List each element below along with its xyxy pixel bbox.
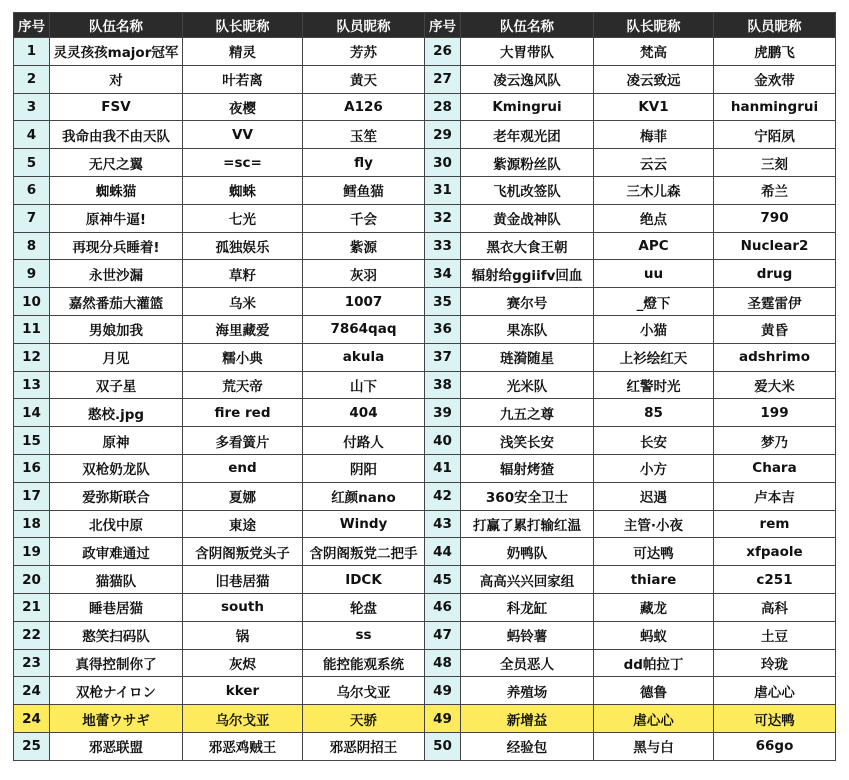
team-number-cell: 8 — [14, 232, 50, 260]
header-row — [14, 13, 836, 38]
team-name-cell: 浅笑长安 — [461, 427, 594, 455]
team-number-cell: 38 — [425, 371, 461, 399]
team-number-cell: 14 — [14, 399, 50, 427]
team-name-cell: 再现分兵睡着! — [50, 232, 183, 260]
member-nickname-cell: 虐心心 — [714, 677, 836, 705]
team-name-cell: 政审难通过 — [50, 538, 183, 566]
team-number-cell: 32 — [425, 204, 461, 232]
member-nickname-cell: akula — [303, 343, 425, 371]
team-number-cell: 48 — [425, 649, 461, 677]
team-number-cell: 45 — [425, 566, 461, 594]
captain-nickname-cell: end — [183, 454, 303, 482]
captain-nickname-cell: VV — [183, 121, 303, 149]
member-nickname-cell: 404 — [303, 399, 425, 427]
team-name-cell: 男娘加我 — [50, 315, 183, 343]
captain-nickname-cell: KV1 — [594, 93, 714, 121]
captain-nickname-cell: 锅 — [183, 621, 303, 649]
member-nickname-cell: 邪恶阴招王 — [303, 732, 425, 760]
captain-nickname-cell: 叶若离 — [183, 65, 303, 93]
table-row — [14, 149, 836, 177]
member-nickname-cell: IDCK — [303, 566, 425, 594]
table-row — [14, 65, 836, 93]
table-row — [14, 454, 836, 482]
team-name-cell: 蚂铃薯 — [461, 621, 594, 649]
captain-nickname-cell: 糯小典 — [183, 343, 303, 371]
team-name-cell: 黑衣大食王朝 — [461, 232, 594, 260]
team-number-cell: 47 — [425, 621, 461, 649]
team-number-cell: 49 — [425, 677, 461, 705]
member-nickname-cell: 虎鹏飞 — [714, 38, 836, 66]
table-row-highlighted — [14, 705, 836, 733]
team-number-cell: 46 — [425, 593, 461, 621]
table-row — [14, 371, 836, 399]
team-number-cell: 40 — [425, 427, 461, 455]
table-row — [14, 482, 836, 510]
captain-nickname-cell: 海里藏爱 — [183, 315, 303, 343]
team-number-cell: 36 — [425, 315, 461, 343]
member-nickname-cell: 鳕鱼猫 — [303, 176, 425, 204]
header-number: 序号 — [14, 13, 50, 38]
team-name-cell: 月见 — [50, 343, 183, 371]
table-row — [14, 677, 836, 705]
member-nickname-cell: 三刻 — [714, 149, 836, 177]
member-nickname-cell: 梦乃 — [714, 427, 836, 455]
team-name-cell: 猫猫队 — [50, 566, 183, 594]
member-nickname-cell: 玲珑 — [714, 649, 836, 677]
team-number-cell: 49 — [425, 705, 461, 733]
team-name-cell: 养殖场 — [461, 677, 594, 705]
member-nickname-cell: 土豆 — [714, 621, 836, 649]
table-row — [14, 399, 836, 427]
captain-nickname-cell: 梅菲 — [594, 121, 714, 149]
captain-nickname-cell: 草籽 — [183, 260, 303, 288]
team-number-cell: 1 — [14, 38, 50, 66]
member-nickname-cell: fly — [303, 149, 425, 177]
team-number-cell: 43 — [425, 510, 461, 538]
table-row — [14, 343, 836, 371]
member-nickname-cell: 黄昏 — [714, 315, 836, 343]
team-number-cell: 25 — [14, 732, 50, 760]
team-name-cell: 憨笑扫码队 — [50, 621, 183, 649]
member-nickname-cell: adshrimo — [714, 343, 836, 371]
member-nickname-cell: 轮盘 — [303, 593, 425, 621]
team-name-cell: Kmingrui — [461, 93, 594, 121]
captain-nickname-cell: 梵高 — [594, 38, 714, 66]
table-row — [14, 649, 836, 677]
member-nickname-cell: 山下 — [303, 371, 425, 399]
member-nickname-cell: drug — [714, 260, 836, 288]
captain-nickname-cell: 绝点 — [594, 204, 714, 232]
team-number-cell: 29 — [425, 121, 461, 149]
captain-nickname-cell: 云云 — [594, 149, 714, 177]
captain-nickname-cell: 精灵 — [183, 38, 303, 66]
team-name-cell: 经验包 — [461, 732, 594, 760]
captain-nickname-cell: 旧巷居猫 — [183, 566, 303, 594]
member-nickname-cell: 希兰 — [714, 176, 836, 204]
header-team-name: 队伍名称 — [461, 13, 594, 38]
team-number-cell: 34 — [425, 260, 461, 288]
team-number-cell: 3 — [14, 93, 50, 121]
team-number-cell: 12 — [14, 343, 50, 371]
team-name-cell: 科龙缸 — [461, 593, 594, 621]
team-name-cell: 双枪奶龙队 — [50, 454, 183, 482]
team-name-cell: 奶鸭队 — [461, 538, 594, 566]
member-nickname-cell: 圣霆雷伊 — [714, 288, 836, 316]
team-number-cell: 10 — [14, 288, 50, 316]
member-nickname-cell: 卢本吉 — [714, 482, 836, 510]
team-name-cell: 360安全卫士 — [461, 482, 594, 510]
team-number-cell: 44 — [425, 538, 461, 566]
table-row — [14, 204, 836, 232]
captain-nickname-cell: 可达鸭 — [594, 538, 714, 566]
team-name-cell: 嘉然番茄大灌篮 — [50, 288, 183, 316]
captain-nickname-cell: 小猫 — [594, 315, 714, 343]
team-name-cell: 双子星 — [50, 371, 183, 399]
team-name-cell: 九五之尊 — [461, 399, 594, 427]
header-captain-nickname: 队长昵称 — [594, 13, 714, 38]
captain-nickname-cell: 主管·小夜 — [594, 510, 714, 538]
member-nickname-cell: 1007 — [303, 288, 425, 316]
table-row — [14, 732, 836, 760]
team-number-cell: 17 — [14, 482, 50, 510]
team-name-cell: 打赢了累打输红温 — [461, 510, 594, 538]
member-nickname-cell: 高科 — [714, 593, 836, 621]
captain-nickname-cell: 灰烬 — [183, 649, 303, 677]
team-name-cell: 老年观光团 — [461, 121, 594, 149]
team-name-cell: 原神牛逼! — [50, 204, 183, 232]
team-number-cell: 5 — [14, 149, 50, 177]
member-nickname-cell: 爱大米 — [714, 371, 836, 399]
team-name-cell: 大胃带队 — [461, 38, 594, 66]
captain-nickname-cell: 夏娜 — [183, 482, 303, 510]
table-row — [14, 538, 836, 566]
table-row — [14, 260, 836, 288]
captain-nickname-cell: 蚂蚁 — [594, 621, 714, 649]
team-name-cell: 无尺之翼 — [50, 149, 183, 177]
member-nickname-cell: 可达鸭 — [714, 705, 836, 733]
member-nickname-cell: c251 — [714, 566, 836, 594]
team-name-cell: 赛尔号 — [461, 288, 594, 316]
captain-nickname-cell: 七光 — [183, 204, 303, 232]
captain-nickname-cell: 凌云致远 — [594, 65, 714, 93]
captain-nickname-cell: 藏龙 — [594, 593, 714, 621]
header-member-nickname: 队员昵称 — [303, 13, 425, 38]
table-row — [14, 38, 836, 66]
team-name-cell: 爱弥斯联合 — [50, 482, 183, 510]
member-nickname-cell: 灰羽 — [303, 260, 425, 288]
member-nickname-cell: A126 — [303, 93, 425, 121]
captain-nickname-cell: 虐心心 — [594, 705, 714, 733]
team-name-cell: 蜘蛛猫 — [50, 176, 183, 204]
captain-nickname-cell: 黑与白 — [594, 732, 714, 760]
captain-nickname-cell: 多看簧片 — [183, 427, 303, 455]
member-nickname-cell: 乌尔戈亚 — [303, 677, 425, 705]
member-nickname-cell: Windy — [303, 510, 425, 538]
team-number-cell: 19 — [14, 538, 50, 566]
team-name-cell: 全员恶人 — [461, 649, 594, 677]
team-name-cell: 对 — [50, 65, 183, 93]
table-row — [14, 593, 836, 621]
team-name-cell: 我命由我不由天队 — [50, 121, 183, 149]
member-nickname-cell: Chara — [714, 454, 836, 482]
member-nickname-cell: hanmingrui — [714, 93, 836, 121]
team-number-cell: 26 — [425, 38, 461, 66]
team-name-cell: 永世沙漏 — [50, 260, 183, 288]
captain-nickname-cell: _燈下 — [594, 288, 714, 316]
team-number-cell: 6 — [14, 176, 50, 204]
team-number-cell: 42 — [425, 482, 461, 510]
table-row — [14, 566, 836, 594]
member-nickname-cell: 付路人 — [303, 427, 425, 455]
header-team-name: 队伍名称 — [50, 13, 183, 38]
team-number-cell: 15 — [14, 427, 50, 455]
team-number-cell: 35 — [425, 288, 461, 316]
team-name-cell: 辐射给ggiifv回血 — [461, 260, 594, 288]
team-name-cell: 邪恶联盟 — [50, 732, 183, 760]
captain-nickname-cell: 小方 — [594, 454, 714, 482]
captain-nickname-cell: 蜘蛛 — [183, 176, 303, 204]
captain-nickname-cell: 红警时光 — [594, 371, 714, 399]
member-nickname-cell: 含阴阁叛党二把手 — [303, 538, 425, 566]
team-name-cell: 灵灵孩孩major冠军 — [50, 38, 183, 66]
table-row — [14, 315, 836, 343]
team-number-cell: 7 — [14, 204, 50, 232]
member-nickname-cell: 玉笙 — [303, 121, 425, 149]
captain-nickname-cell: kker — [183, 677, 303, 705]
table-row — [14, 621, 836, 649]
team-name-cell: 黄金战神队 — [461, 204, 594, 232]
member-nickname-cell: 金欢带 — [714, 65, 836, 93]
member-nickname-cell: 芳苏 — [303, 38, 425, 66]
team-name-cell: 凌云逸风队 — [461, 65, 594, 93]
team-number-cell: 31 — [425, 176, 461, 204]
team-name-cell: 憨校.jpg — [50, 399, 183, 427]
captain-nickname-cell: =sc= — [183, 149, 303, 177]
member-nickname-cell: 天骄 — [303, 705, 425, 733]
member-nickname-cell: 790 — [714, 204, 836, 232]
member-nickname-cell: 能控能观系统 — [303, 649, 425, 677]
table-row — [14, 510, 836, 538]
team-number-cell: 37 — [425, 343, 461, 371]
table-row — [14, 427, 836, 455]
member-nickname-cell: Nuclear2 — [714, 232, 836, 260]
table-row — [14, 93, 836, 121]
team-name-cell: 飞机改签队 — [461, 176, 594, 204]
team-number-cell: 30 — [425, 149, 461, 177]
member-nickname-cell: 紫源 — [303, 232, 425, 260]
team-number-cell: 33 — [425, 232, 461, 260]
captain-nickname-cell: 荒天帝 — [183, 371, 303, 399]
table-row — [14, 176, 836, 204]
team-number-cell: 27 — [425, 65, 461, 93]
member-nickname-cell: 7864qaq — [303, 315, 425, 343]
table-row — [14, 288, 836, 316]
captain-nickname-cell: 孤独娱乐 — [183, 232, 303, 260]
captain-nickname-cell: 東途 — [183, 510, 303, 538]
captain-nickname-cell: APC — [594, 232, 714, 260]
team-name-cell: 辐射烤猹 — [461, 454, 594, 482]
team-number-cell: 21 — [14, 593, 50, 621]
team-name-cell: 原神 — [50, 427, 183, 455]
team-number-cell: 39 — [425, 399, 461, 427]
team-name-cell: FSV — [50, 93, 183, 121]
team-name-cell: 真得控制你了 — [50, 649, 183, 677]
captain-nickname-cell: 迟遇 — [594, 482, 714, 510]
header-number: 序号 — [425, 13, 461, 38]
captain-nickname-cell: uu — [594, 260, 714, 288]
captain-nickname-cell: south — [183, 593, 303, 621]
member-nickname-cell: 66go — [714, 732, 836, 760]
team-number-cell: 24 — [14, 705, 50, 733]
team-name-cell: 地蕾ウサギ — [50, 705, 183, 733]
captain-nickname-cell: 上衫绘红天 — [594, 343, 714, 371]
captain-nickname-cell: 含阴阁叛党头子 — [183, 538, 303, 566]
team-number-cell: 20 — [14, 566, 50, 594]
team-roster-table — [13, 12, 836, 761]
member-nickname-cell: 千会 — [303, 204, 425, 232]
team-name-cell: 光米队 — [461, 371, 594, 399]
team-number-cell: 50 — [425, 732, 461, 760]
member-nickname-cell: xfpaole — [714, 538, 836, 566]
captain-nickname-cell: 三木儿森 — [594, 176, 714, 204]
team-number-cell: 16 — [14, 454, 50, 482]
team-number-cell: 4 — [14, 121, 50, 149]
captain-nickname-cell: thiare — [594, 566, 714, 594]
team-name-cell: 果冻队 — [461, 315, 594, 343]
team-name-cell: 高高兴兴回家组 — [461, 566, 594, 594]
team-name-cell: 双枪ナイロン — [50, 677, 183, 705]
team-roster — [13, 12, 836, 761]
table-row — [14, 232, 836, 260]
captain-nickname-cell: 85 — [594, 399, 714, 427]
member-nickname-cell: ss — [303, 621, 425, 649]
team-number-cell: 11 — [14, 315, 50, 343]
member-nickname-cell: 红颜nano — [303, 482, 425, 510]
member-nickname-cell: 阴阳 — [303, 454, 425, 482]
team-name-cell: 紫源粉丝队 — [461, 149, 594, 177]
captain-nickname-cell: 乌尔戈亚 — [183, 705, 303, 733]
team-number-cell: 22 — [14, 621, 50, 649]
captain-nickname-cell: fire red — [183, 399, 303, 427]
team-number-cell: 23 — [14, 649, 50, 677]
team-number-cell: 18 — [14, 510, 50, 538]
team-number-cell: 9 — [14, 260, 50, 288]
team-number-cell: 24 — [14, 677, 50, 705]
team-number-cell: 41 — [425, 454, 461, 482]
member-nickname-cell: 黄天 — [303, 65, 425, 93]
table-row — [14, 121, 836, 149]
header-member-nickname: 队员昵称 — [714, 13, 836, 38]
header-captain-nickname: 队长昵称 — [183, 13, 303, 38]
team-name-cell: 北伐中原 — [50, 510, 183, 538]
captain-nickname-cell: 乌米 — [183, 288, 303, 316]
member-nickname-cell: 199 — [714, 399, 836, 427]
team-number-cell: 13 — [14, 371, 50, 399]
team-name-cell: 琏漪随星 — [461, 343, 594, 371]
captain-nickname-cell: dd帕拉丁 — [594, 649, 714, 677]
member-nickname-cell: 宁陌夙 — [714, 121, 836, 149]
captain-nickname-cell: 夜樱 — [183, 93, 303, 121]
captain-nickname-cell: 德鲁 — [594, 677, 714, 705]
team-name-cell: 睡巷居猫 — [50, 593, 183, 621]
team-name-cell: 新增益 — [461, 705, 594, 733]
captain-nickname-cell: 长安 — [594, 427, 714, 455]
team-number-cell: 2 — [14, 65, 50, 93]
member-nickname-cell: rem — [714, 510, 836, 538]
captain-nickname-cell: 邪恶鸡贼王 — [183, 732, 303, 760]
team-number-cell: 28 — [425, 93, 461, 121]
